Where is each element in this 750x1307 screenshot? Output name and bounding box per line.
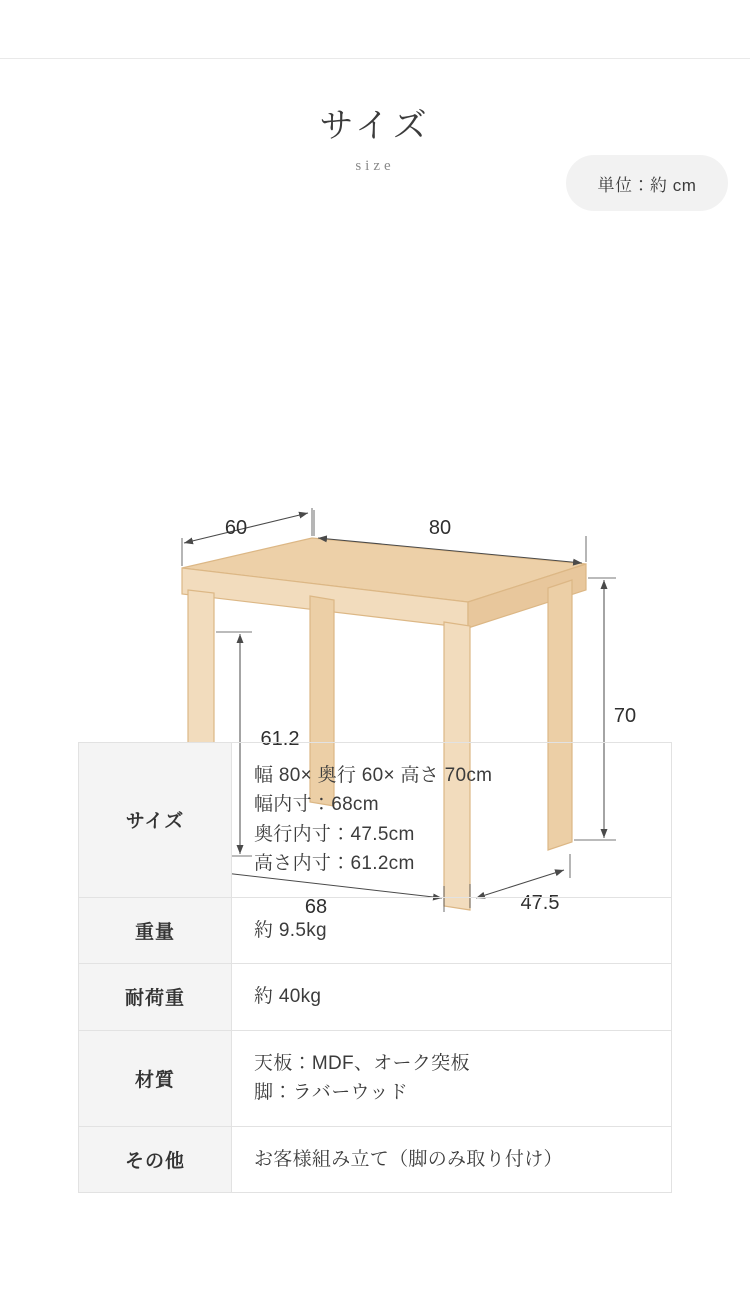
spec-row-value-line: 奥行内寸：47.5cm [254, 823, 415, 845]
spec-row-label: 重量 [79, 897, 232, 963]
spec-row-value [232, 743, 672, 898]
spec-row-label: サイズ [79, 743, 232, 898]
spec-table-row [79, 743, 672, 898]
dim-label-width-top: 80 [428, 517, 452, 539]
spec-table-row [79, 1030, 672, 1126]
spec-row-value-line: 脚：ラバーウッド [254, 1082, 409, 1104]
page-subtitle: size [355, 158, 395, 174]
spec-table-body [79, 743, 672, 1193]
spec-row-value-line: お客様組み立て（脚のみ取り付け） [254, 1148, 563, 1170]
dim-label-depth-top: 60 [224, 517, 248, 539]
spec-row-value-line: 天板：MDF、オーク突板 [254, 1052, 470, 1074]
dim-label-depth-inner: 47.5 [520, 892, 560, 914]
spec-row-label: 材質 [79, 1030, 232, 1126]
spec-row-value-line: 約 9.5kg [254, 919, 327, 941]
spec-row-value [232, 897, 672, 963]
spec-row-value [232, 1126, 672, 1192]
unit-badge [566, 155, 728, 211]
spec-row-value-line: 幅内寸：68cm [254, 794, 379, 816]
dim-label-height-inner: 61.2 [260, 728, 300, 750]
spec-table-row [79, 897, 672, 963]
spec-row-value [232, 964, 672, 1030]
spec-row-value-line: 高さ内寸：61.2cm [254, 853, 415, 875]
dim-label-height-total: 70 [613, 705, 637, 727]
page-title: サイズ [319, 108, 431, 145]
spec-row-value-line: 幅 80× 奥行 60× 高さ 70cm [254, 765, 493, 786]
top-divider [0, 58, 750, 59]
spec-row-label: 耐荷重 [79, 964, 232, 1030]
spec-row-value-line: 約 40kg [254, 986, 322, 1008]
spec-table-row [79, 1126, 672, 1192]
spec-table-row [79, 964, 672, 1030]
spec-row-value [232, 1030, 672, 1126]
unit-badge-label: 単位：約 cm [597, 175, 697, 195]
spec-table [78, 742, 672, 1193]
dim-label-width-inner: 68 [304, 896, 328, 918]
spec-row-label: その他 [79, 1126, 232, 1192]
